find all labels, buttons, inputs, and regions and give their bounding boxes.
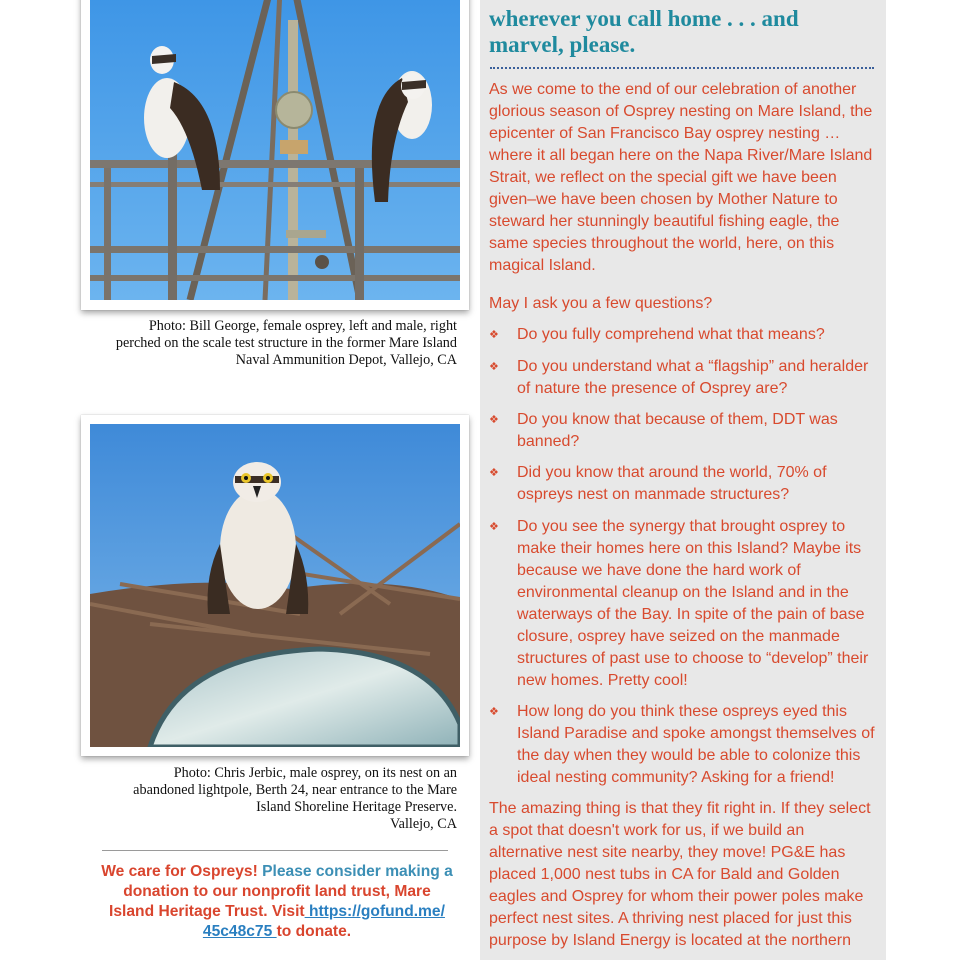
dotted-divider — [490, 67, 874, 69]
photo-1-caption — [82, 318, 457, 369]
caption-line: Photo: Bill George, female osprey, left and male, right — [148, 318, 457, 334]
intro-line: where it all began here on the Napa River/Mare Island — [489, 147, 873, 164]
caption-line: abandoned lightpole, Berth 24, near entrance to the Mare — [133, 782, 457, 798]
question-line: environmental cleanup on the Island and in the — [517, 584, 849, 601]
caption-line: Photo: Chris Jerbic, male osprey, on its nest on an — [173, 765, 457, 781]
intro-line: Strait, we reflect on the special gift we have been — [489, 169, 837, 186]
diamond-bullet-icon: ❖ — [489, 521, 499, 533]
caption-line: Island Shoreline Heritage Preserve. — [256, 799, 457, 815]
question-line: new homes. Pretty cool! — [517, 672, 688, 689]
diamond-bullet-icon: ❖ — [489, 329, 499, 341]
donation-request-2: donation to our nonprofit land trust, Mare — [123, 883, 431, 900]
donation-request-1: Please consider making a — [257, 863, 453, 880]
question-line: ospreys nest on manmade structures? — [517, 486, 790, 503]
diamond-bullet-icon: ❖ — [489, 467, 499, 479]
intro-paragraph — [489, 79, 879, 277]
closing-paragraph — [489, 798, 879, 952]
intro-line: given–we have been chosen by Mother Nature to — [489, 191, 838, 208]
question-intro-text: May I ask you a few questions? — [489, 295, 713, 312]
closing-line: perfect nest sites. A thriving nest placed for just this — [489, 910, 852, 927]
gofundme-link-1[interactable]: https://gofund.me/ — [304, 903, 445, 920]
diamond-bullet-icon: ❖ — [489, 706, 499, 718]
closing-line: eagles and Osprey for whom their power poles make — [489, 888, 864, 905]
question-line: because we have done the hard work of — [517, 562, 801, 579]
photo-2-caption — [82, 765, 457, 833]
intro-line: As we come to the end of our celebration of another — [489, 81, 857, 98]
question-intro — [489, 293, 879, 315]
donation-closing: to donate. — [276, 923, 352, 940]
heading-line: wherever you call home . . . and — [489, 6, 799, 31]
closing-line: alternative nest site nearby, they move! PG&E has — [489, 844, 846, 861]
caption-line: perched on the scale test structure in the former Mare Island — [115, 335, 457, 351]
question-line: make their homes here on this Island? Maybe its — [517, 540, 862, 557]
donation-request-3: Island Heritage Trust. Visit — [109, 903, 305, 920]
closing-line: a spot that doesn't work for us, if we build an — [489, 822, 805, 839]
photo-ospreys-on-structure — [90, 0, 460, 300]
photo-1-frame — [81, 0, 469, 310]
question-line: of nature the presence of Osprey are? — [517, 380, 788, 397]
photo-osprey-on-nest — [90, 424, 460, 747]
photo-2-frame — [81, 415, 469, 756]
heading-line: marvel, please. — [489, 32, 636, 57]
question-line: waterways of the Bay. In spite of the pain of base — [517, 606, 865, 623]
divider — [102, 850, 448, 851]
question-line: Do you understand what a “flagship” and heralder — [517, 358, 869, 375]
question-line: Do you see the synergy that brought osprey to — [517, 518, 846, 535]
caption-line: Naval Ammunition Depot, Vallejo, CA — [235, 352, 457, 368]
question-line: structures of past use to choose to “develop” their — [517, 650, 869, 667]
intro-line: magical Island. — [489, 257, 596, 274]
question-line: Did you know that around the world, 70% of — [517, 464, 827, 481]
intro-line: same species throughout the world, here, on this — [489, 235, 835, 252]
question-line: closure, osprey have seized on the manmade — [517, 628, 840, 645]
closing-line: purpose by Island Energy is located at the northern — [489, 932, 851, 949]
question-line: Do you fully comprehend what that means? — [517, 326, 825, 343]
donation-appeal — [92, 862, 462, 942]
intro-line: glorious season of Osprey nesting on Mare Island, the — [489, 103, 873, 120]
question-line: the day when they would be able to colonize this — [517, 747, 861, 764]
diamond-bullet-icon: ❖ — [489, 414, 499, 426]
question-line: ideal nesting community? Asking for a friend! — [517, 769, 835, 786]
question-line: Island Paradise and spoke amongst themselves of — [517, 725, 875, 742]
donation-lead: We care for Ospreys! — [101, 863, 258, 880]
question-line: How long do you think these ospreys eyed this — [517, 703, 847, 720]
diamond-bullet-icon: ❖ — [489, 361, 499, 373]
closing-line: The amazing thing is that they fit right in. If they select — [489, 800, 871, 817]
question-line: banned? — [517, 433, 580, 450]
intro-line: epicenter of San Francisco Bay osprey nesting … — [489, 125, 841, 142]
caption-line: Vallejo, CA — [390, 816, 457, 832]
intro-line: steward her stunningly beautiful fishing eagle, the — [489, 213, 840, 230]
question-line: Do you know that because of them, DDT was — [517, 411, 838, 428]
gofundme-link-2[interactable]: 45c48c75 — [202, 923, 277, 940]
closing-line: placed 1,000 nest tubs in CA for Bald and Golden — [489, 866, 840, 883]
